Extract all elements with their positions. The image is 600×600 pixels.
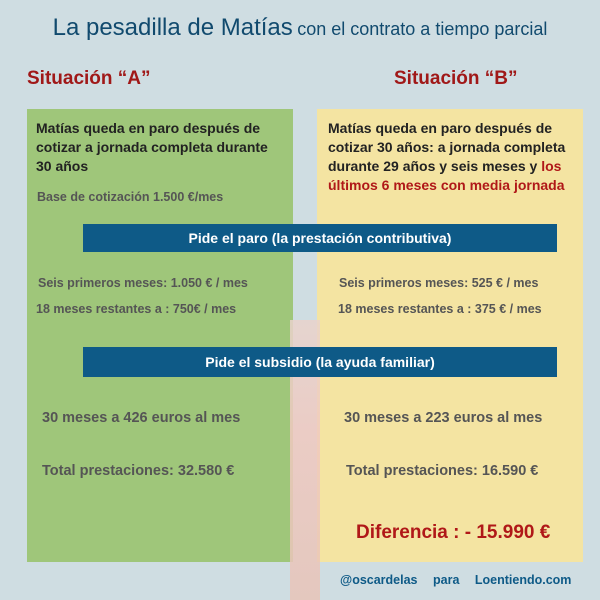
situacion-a-base: Base de cotización 1.500 €/mes <box>37 190 224 204</box>
situacion-b-total: Total prestaciones: 16.590 € <box>346 463 539 479</box>
subsidio-banner: Pide el subsidio (la ayuda familiar) <box>83 347 557 377</box>
footer-site: Loentiendo.com <box>474 573 572 587</box>
situacion-b-description <box>328 119 578 195</box>
situacion-a-total: Total prestaciones: 32.580 € <box>42 463 235 479</box>
situacion-b-subsidio: 30 meses a 223 euros al mes <box>344 410 543 426</box>
situacion-b-paro-2: 18 meses restantes a : 375 € / mes <box>338 302 542 316</box>
situacion-a-panel <box>27 109 293 562</box>
situacion-a-label: Situación “A” <box>27 68 151 89</box>
situacion-a-description: Matías queda en paro después de cotizar a jornada completa durante 30 años <box>36 120 268 174</box>
footer-author: @oscardelas <box>340 573 418 587</box>
situacion-a-subsidio: 30 meses a 426 euros al mes <box>42 410 241 426</box>
diferencia-value: Diferencia : - 15.990 € <box>356 522 551 543</box>
situacion-b-desc-highlight: los últimos 6 meses con media jornada <box>328 158 565 193</box>
situacion-b-paro-1: Seis primeros meses: 525 € / mes <box>339 276 539 290</box>
situacion-b-desc-text: Matías queda en paro después de cotizar 30 años: a jornada completa durante 29 años y seis meses y <box>328 120 566 174</box>
title-main: La pesadilla de Matías <box>52 14 293 41</box>
situacion-b-label: Situación “B” <box>394 68 518 89</box>
page-title <box>0 14 600 42</box>
situacion-a-paro-1: Seis primeros meses: 1.050 € / mes <box>38 276 248 290</box>
footer-credit <box>340 573 583 587</box>
footer-para: para <box>433 573 460 587</box>
paro-banner: Pide el paro (la prestación contributiva) <box>83 224 557 252</box>
situacion-a-paro-2: 18 meses restantes a : 750€ / mes <box>36 302 237 316</box>
title-sub: con el contrato a tiempo parcial <box>297 19 548 39</box>
